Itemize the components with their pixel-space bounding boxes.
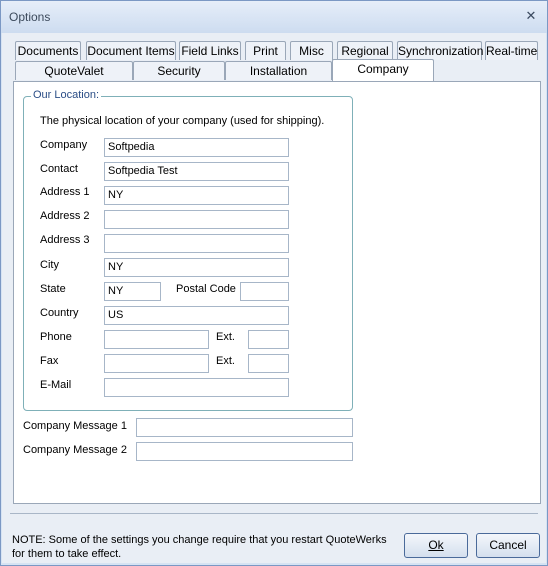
address3-input[interactable] <box>104 234 289 253</box>
phone-label: Phone <box>40 331 72 343</box>
tab-real-time[interactable]: Real-time <box>485 41 538 60</box>
footer-separator <box>10 513 538 514</box>
close-icon[interactable]: ✕ <box>525 8 537 23</box>
city-label: City <box>40 259 59 271</box>
state-input[interactable]: NY <box>104 282 161 301</box>
tab-regional[interactable]: Regional <box>337 41 393 60</box>
tab-misc[interactable]: Misc <box>290 41 333 60</box>
address2-input[interactable] <box>104 210 289 229</box>
company-message-1-label: Company Message 1 <box>23 420 127 432</box>
tab-synchronization[interactable]: Synchronization <box>397 41 482 60</box>
fax-ext-input[interactable] <box>248 354 289 373</box>
company-input[interactable]: Softpedia <box>104 138 289 157</box>
country-input[interactable]: US <box>104 306 289 325</box>
postal-code-input[interactable] <box>240 282 289 301</box>
email-input[interactable] <box>104 378 289 397</box>
company-tab-panel <box>13 81 541 504</box>
phone-input[interactable] <box>104 330 209 349</box>
fax-label: Fax <box>40 355 59 367</box>
company-message-2-label: Company Message 2 <box>23 444 127 456</box>
tab-document-items[interactable]: Document Items <box>86 41 176 60</box>
dialog-client <box>2 33 546 563</box>
tab-quotevalet[interactable]: QuoteValet <box>15 61 133 80</box>
email-label: E-Mail <box>40 379 72 391</box>
restart-note: NOTE: Some of the settings you change require that you restart QuoteWerks for them to take effect. <box>12 534 387 560</box>
address2-label: Address 2 <box>40 210 90 222</box>
phone-ext-label: Ext. <box>216 331 235 343</box>
address1-label: Address 1 <box>40 186 90 198</box>
tab-field-links[interactable]: Field Links <box>179 41 241 60</box>
fax-ext-label: Ext. <box>216 355 235 367</box>
postal-code-label: Postal Code <box>176 283 236 295</box>
address3-label: Address 3 <box>40 234 90 246</box>
contact-label: Contact <box>40 163 78 175</box>
tab-installation[interactable]: Installation <box>225 61 332 80</box>
country-label: Country <box>40 307 79 319</box>
tab-security[interactable]: Security <box>133 61 225 80</box>
company-message-2-input[interactable] <box>136 442 353 461</box>
window-title: Options <box>9 10 51 24</box>
cancel-button[interactable] <box>476 533 540 558</box>
our-location-legend: Our Location: <box>33 89 100 101</box>
tab-company[interactable]: Company <box>332 59 434 81</box>
ok-button[interactable] <box>404 533 468 558</box>
contact-input[interactable]: Softpedia Test <box>104 162 289 181</box>
phone-ext-input[interactable] <box>248 330 289 349</box>
company-label: Company <box>40 139 88 151</box>
state-label: State <box>40 283 66 295</box>
company-message-1-input[interactable] <box>136 418 353 437</box>
tab-print[interactable]: Print <box>245 41 286 60</box>
title-bar[interactable] <box>1 1 547 33</box>
location-description: The physical location of your company (used for shipping). <box>40 115 325 127</box>
ok-button-label: Ok <box>428 538 444 552</box>
our-location-group <box>23 89 353 411</box>
address1-input[interactable]: NY <box>104 186 289 205</box>
cancel-button-label: Cancel <box>489 538 527 552</box>
fax-input[interactable] <box>104 354 209 373</box>
city-input[interactable]: NY <box>104 258 289 277</box>
tab-documents[interactable]: Documents <box>15 41 81 60</box>
